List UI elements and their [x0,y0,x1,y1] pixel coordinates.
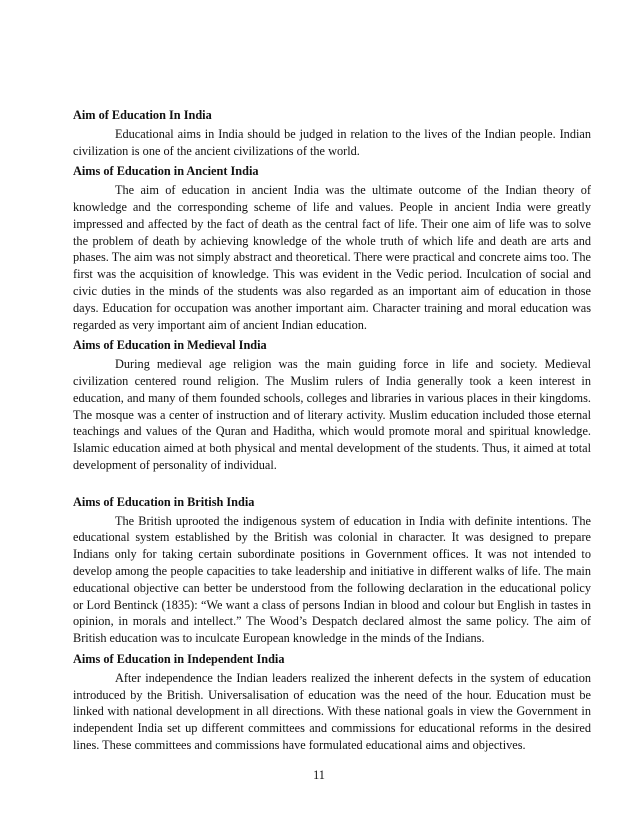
page-body [73,107,591,758]
section-paragraph: During medieval age religion was the main guiding force in life and society. Medieval civilization centered round religion. The Muslim rulers of India generally took a keen interest in education, and many of them founded schools, colleges and libraries in various places in their kingdoms. The mosque was a center of instruction and of literary activity. Muslim education included those eternal teachings and values of the Quran and Haditha, which would promote moral and spiritual knowledge. Islamic education aimed at both physical and mental development of the students. Thus, it aimed at total development of personality of individual. [73,357,591,472]
page-number: 11 [313,768,325,782]
section-heading: Aim of Education In India [73,108,212,122]
section-british-india [73,494,591,647]
section-paragraph: The aim of education in ancient India was the ultimate outcome of the Indian theory of knowledge and the corresponding scheme of life and values. People in ancient India were greatly impressed and affected by the fact of death as the central fact of life. Their one aim of life was to solve the problem of death by achieving knowledge of the whole truth of which life and death are arts and phases. The aim was not simply abstract and theoretical. There were practical and concrete aims too. The first was the acquisition of knowledge. This was evident in the Vedic period. Inculcation of social and civic duties in the minds of the students was also regarded as an important aim of education in those days. Education for occupation was another important aim. Character training and moral education was regarded as very important aim of ancient Indian education. [73,183,591,332]
section-paragraph: The British uprooted the indigenous system of education in India with definite intentions. The educational system established by the British was colonial in character. It was designed to prepare Indians only for taking certain subordinate positions in Government offices. It was not intended to develop among the people capacities to take leadership and initiative in different walks of life. The main educational objective can better be understood from the following declaration in the educational policy or Lord Bentinck (1835): “We want a class of persons Indian in blood and colour but English in tastes in opinion, in morals and intellect.” The Wood’s Despatch declared almost the same policy. The aim of British education was to inculcate European knowledge in the minds of the Indians. [73,513,591,646]
section-heading: Aims of Education in Independent India [73,651,285,666]
section-ancient-india [73,163,591,333]
section-india [73,107,591,159]
section-heading: Aims of Education in British India [73,494,255,509]
section-paragraph: Educational aims in India should be judged in relation to the lives of the Indian people. Indian civilization is one of the ancient civilizations of the world. [73,126,591,158]
section-heading: Aims of Education in Medieval India [73,338,267,353]
section-paragraph: After independence the Indian leaders realized the inherent defects in the system of education introduced by the British. Universalisation of education was the need of the hour. Education must be linked with national development in all directions. With these national goals in view the Government in independent India set up different committees and commissions for educational reforms in the desired lines. These committees and commissions have formulated educational aims and objectives. [73,670,591,752]
section-spacer [73,478,591,494]
section-medieval-india [73,337,591,473]
section-heading: Aims of Education in Ancient India [73,164,259,179]
section-independent-india [73,651,591,754]
